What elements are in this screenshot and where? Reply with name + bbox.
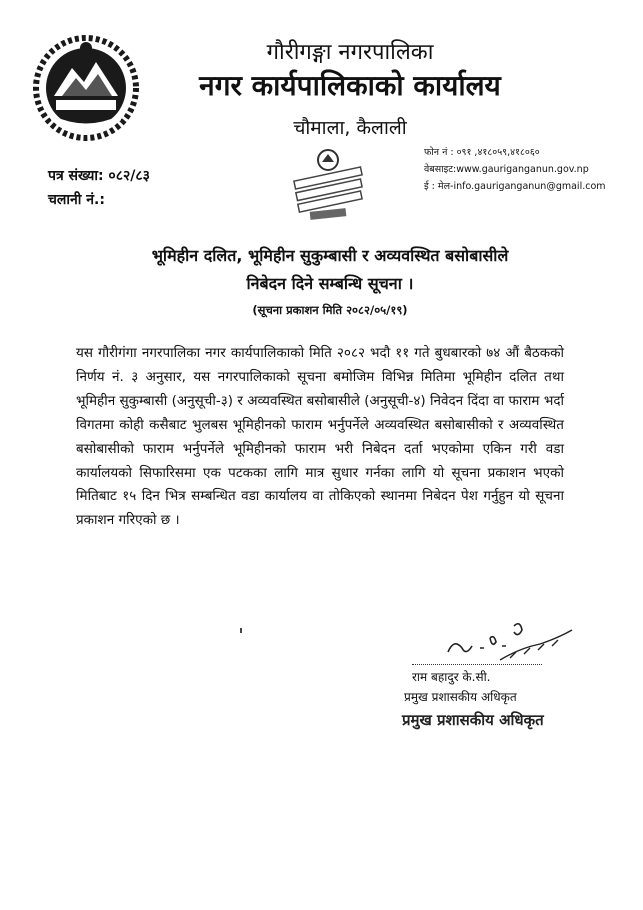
handwritten-signature-icon <box>440 608 580 668</box>
notice-body: यस गौरीगंगा नगरपालिका नगर कार्यपालिकाको मिति २०८२ भदौ ११ गते बुधबारको ७४ औं बैठकको निर्णय नं. ३ अनुसार, यस नगरपालिकाको सूचना बमोजिम विभिन्न मितिमा भूमिहीन दलित तथा भूमिहीन सुकुम्बासी (अनुसूची-३) र अव्यवस्थित बसोबासीले (अनुसूची-४) निवेदन दिंदा वा फाराम भर्दा विगतमा कोही कसैबाट भुलबस भूमिहीनको फाराम भर्नुपर्नेले अव्यवस्थित बसोबासीको र अव्यवस्थित बसोबासीको फाराम भर्नुपर्नेले भूमिहीनको फाराम भरी निबेदन दर्ता भएकोमा एकिन गरी वडा कार्यालयको सिफारिसमा एक पटकका लागि मात्र सुधार गर्नका लागि यो सूचना प्रकाशन भएको मितिबाट १५ दिन भित्र सम्बन्धित वडा कार्यालय वा तोकिएको स्थानमा निबेदन पेश गर्नुहुन यो सूचना प्रकाशन गरिएको छ । <box>76 345 564 529</box>
stray-mark <box>240 628 242 633</box>
signature-line <box>412 664 542 665</box>
signatory-name: राम बहादुर के.सी. <box>412 670 491 684</box>
notice-title-line2: निबेदन दिने सम्बन्धि सूचना । <box>246 274 414 293</box>
nepal-emblem-icon <box>32 34 140 142</box>
signatory-designation: प्रमुख प्रशासकीय अधिकृत <box>404 690 517 704</box>
municipality-name: गौरीगङ्गा नगरपालिका <box>266 40 434 65</box>
designation-stamp: प्रमुख प्रशासकीय अधिकृत <box>402 711 544 729</box>
phone-number: फोन नं : ०९१ ,४१८०५९,४१८०६० <box>424 147 540 158</box>
publish-date: (सूचना प्रकाशन मिति २०८२/०५/१९) <box>252 303 408 317</box>
office-seal-icon <box>288 146 368 222</box>
website: वेबसाइट:www.gauriganganun.gov.np <box>424 164 589 175</box>
letter-number: पत्र संख्या: ०८२/८३ <box>48 168 150 184</box>
office-location: चौमाला, कैलाली <box>293 117 407 139</box>
dispatch-number: चलानी नं.: <box>48 192 105 208</box>
office-name: नगर कार्यपालिकाको कार्यालय <box>199 69 501 102</box>
notice-title-line1: भूमिहीन दलित, भूमिहीन सुकुम्बासी र अव्यवस्थित बसोबासीले <box>151 246 509 265</box>
email: ई : मेल-info.gauriganganun@gmail.com <box>424 181 606 192</box>
